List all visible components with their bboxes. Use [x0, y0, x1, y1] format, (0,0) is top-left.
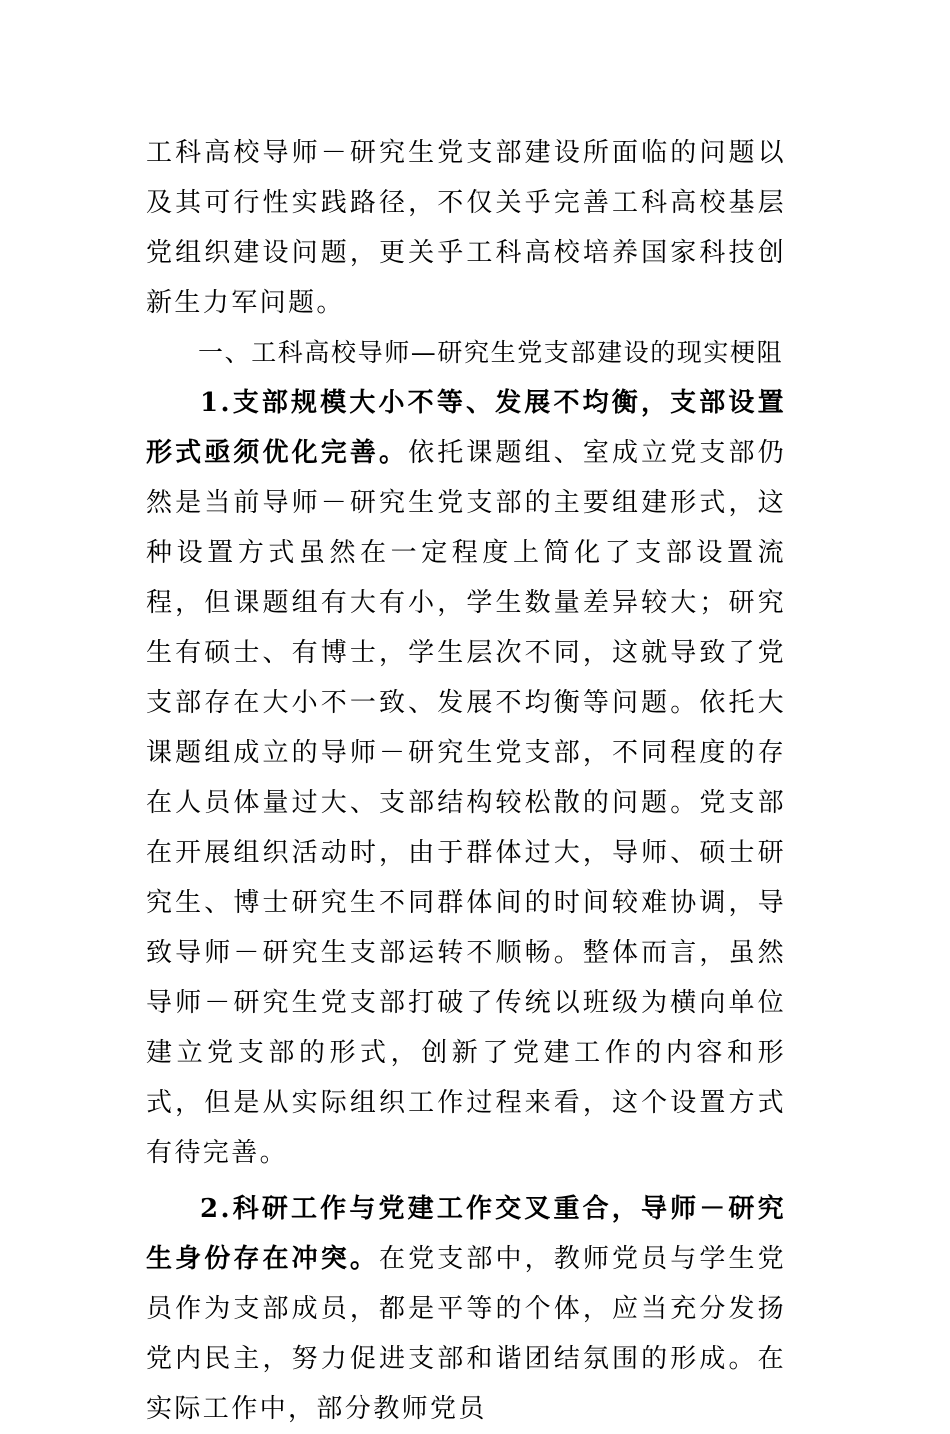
document-body	[146, 128, 786, 1434]
intro-paragraph: 工科高校导师－研究生党支部建设所面临的问题以及其可行性实践路径，不仅关乎完善工科高校基层党组织建设问题，更关乎工科高校培养国家科技创新生力军问题。	[146, 138, 786, 318]
point-2-paragraph	[146, 1184, 786, 1434]
section-heading: 一、工科高校导师—研究生党支部建设的现实梗阻	[198, 338, 784, 367]
point-1-body: 依托课题组、室成立党支部仍然是当前导师－研究生党支部的主要组建形式，这种设置方式虽然在一定程度上简化了支部设置流程，但课题组有大有小，学生数量差异较大；研究生有硕士、有博士，学生层次不同，这就导致了党支部存在大小不一致、发展不均衡等问题。依托大课题组成立的导师－研究生党支部，不同程度的存在人员体量过大、支部结构较松散的问题。党支部在开展组织活动时，由于群体过大，导师、硕士研究生、博士研究生不同群体间的时间较难协调，导致导师－研究生支部运转不顺畅。整体而言，虽然导师－研究生党支部打破了传统以班级为横向单位建立党支部的形式，创新了党建工作的内容和形式，但是从实际组织工作过程来看，这个设置方式有待完善。	[146, 438, 786, 1168]
point-2-lead: 2.科研工作与党建工作交叉重合，导师－研究生身份存在冲突。	[146, 1194, 786, 1274]
point-1-lead: 1.支部规模大小不等、发展不均衡，支部设置形式亟须优化完善。	[146, 388, 786, 468]
point-2-body: 在党支部中，教师党员与学生党员作为支部成员，都是平等的个体，应当充分发扬党内民主，努力促进支部和谐团结氛围的形成。在实际工作中，部分教师党员	[146, 1244, 787, 1424]
point-1-paragraph	[146, 378, 786, 1178]
